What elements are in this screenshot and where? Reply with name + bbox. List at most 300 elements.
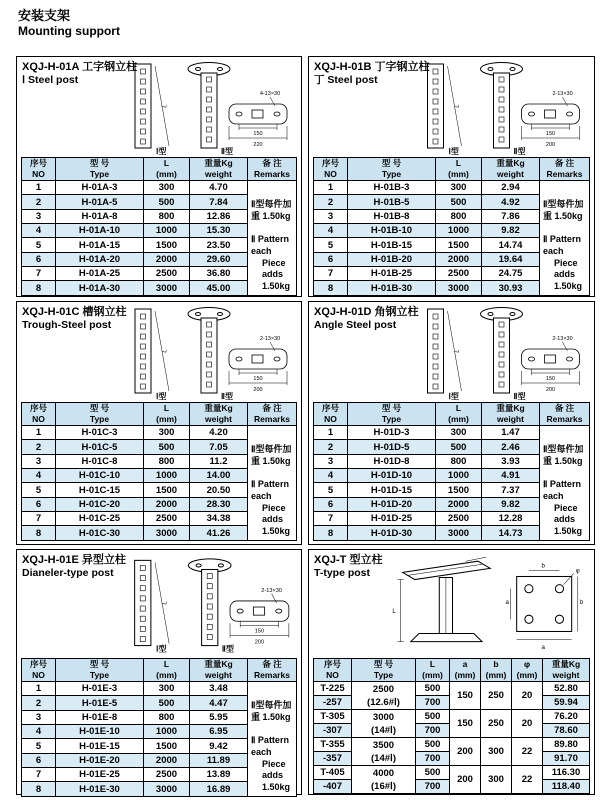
panel-title-en: T-type post [314, 567, 371, 580]
type-code: H-01A-10 [56, 224, 144, 238]
plan-a-label: a [541, 643, 545, 651]
col-no: 序号 NO [314, 158, 348, 181]
panel-title-en: Dianeler-type post [22, 567, 114, 580]
remark-en: Ⅱ Pattern each Piece adds 1.50kg [251, 479, 291, 537]
col-length: L (mm) [144, 403, 190, 426]
type-code: H-01C-5 [56, 440, 144, 454]
panel-xqj-h-01d [308, 301, 595, 545]
type-code: H-01C-10 [56, 469, 144, 483]
col-weight: 重量Kg weight [482, 403, 540, 426]
weight-kg: 9.82 [482, 497, 540, 511]
row-no: 6 [22, 497, 56, 511]
holes-dim-label: 2-13×30 [261, 587, 282, 594]
row-no: T-355 [314, 738, 352, 752]
length-mm: 700 [416, 780, 450, 794]
weight-kg: 7.05 [190, 440, 248, 454]
length-mm: 500 [144, 440, 190, 454]
spec-table [21, 658, 297, 797]
length-mm: 1500 [144, 483, 190, 497]
length-dim-label: L [454, 104, 462, 109]
type-code: H-01C-3 [56, 426, 144, 440]
weight-kg: 20.50 [190, 483, 248, 497]
weight-kg: 36.80 [190, 267, 248, 281]
length-mm: 1500 [144, 739, 190, 753]
type-code: H-01E-15 [56, 739, 144, 753]
row-no: 2 [314, 195, 348, 209]
weight-kg: 11.2 [190, 454, 248, 468]
row-no: 7 [314, 267, 348, 281]
row-no: 6 [22, 753, 56, 767]
weight-kg: 116.30 [543, 766, 590, 780]
type-code: H-01B-3 [348, 181, 436, 195]
weight-kg: 24.75 [482, 267, 540, 281]
type2-label: Ⅱ型 [221, 392, 233, 401]
inner-dim-label: 150 [253, 131, 263, 137]
type-code: H-01B-25 [348, 267, 436, 281]
type-code: H-01E-5 [56, 696, 144, 710]
col-remarks: 备 注 Remarks [248, 158, 297, 181]
panel-title-zh: XQJ-H-01B 丁字钢立柱 [314, 61, 430, 73]
table-row [314, 181, 590, 195]
row-no: T-305 [314, 710, 352, 724]
col-remarks: 备 注 Remarks [248, 659, 297, 682]
row-no: 8 [22, 281, 56, 295]
length-mm: 2000 [144, 497, 190, 511]
row-no: T-405 [314, 766, 352, 780]
length-mm: 3000 [144, 526, 190, 540]
col-length: L (mm) [436, 403, 482, 426]
type-code: H-01C-25 [56, 512, 144, 526]
type1-label: Ⅰ型 [448, 147, 459, 156]
type-code: H-01A-30 [56, 281, 144, 295]
panel-xqj-h-01a [16, 56, 302, 297]
holes-dim-label: 2-13×30 [259, 336, 281, 342]
weight-kg: 14.00 [190, 469, 248, 483]
inner-dim-label: 150 [545, 131, 556, 137]
weight-kg: 12.28 [482, 512, 540, 526]
remarks-cell [248, 181, 297, 296]
length-mm: 800 [144, 710, 190, 724]
row-no: 8 [314, 281, 348, 295]
length-mm: 500 [416, 682, 450, 696]
weight-kg: 4.47 [190, 696, 248, 710]
type-code: H-01E-10 [56, 725, 144, 739]
remark-en: Ⅱ Pattern each Piece adds 1.50kg [251, 234, 291, 292]
weight-kg: 14.74 [482, 238, 540, 252]
type2-label: Ⅱ型 [513, 147, 526, 156]
col-phi: φ (mm) [512, 659, 543, 682]
length-mm: 1500 [144, 238, 190, 252]
row-no: 4 [314, 469, 348, 483]
col-weight: 重量Kg weight [482, 158, 540, 181]
length-mm: 2500 [436, 512, 482, 526]
length-mm: 300 [144, 426, 190, 440]
row-no: -407 [314, 780, 352, 794]
table-row [314, 738, 590, 752]
panel-title-zh: XQJ-H-01C 槽钢立柱 [22, 306, 127, 318]
col-no: 序号 NO [314, 403, 348, 426]
table-header-row [314, 403, 590, 426]
plan-b-label: b [541, 562, 545, 570]
outer-dim-label: 200 [545, 387, 556, 393]
row-no: 8 [314, 526, 348, 540]
remarks-cell [540, 426, 590, 541]
weight-kg: 7.84 [190, 195, 248, 209]
type-code: H-01D-25 [348, 512, 436, 526]
type2-label: Ⅱ型 [513, 392, 526, 401]
weight-kg: 9.42 [190, 739, 248, 753]
weight-kg: 59.94 [543, 696, 590, 710]
type1-label: Ⅰ型 [156, 147, 167, 156]
length-mm: 700 [416, 752, 450, 766]
length-mm: 700 [416, 724, 450, 738]
col-weight: 重量Kg weight [190, 659, 248, 682]
remark-zh: Ⅱ型每件加重 1.50kg [251, 199, 292, 221]
panel-title-zh: XQJ-H-01A 工字钢立柱 [22, 61, 138, 73]
panel-title [314, 554, 382, 580]
table-row [314, 682, 590, 696]
row-no: 4 [22, 224, 56, 238]
weight-kg: 15.30 [190, 224, 248, 238]
row-no: 3 [22, 454, 56, 468]
panel-title [314, 61, 430, 87]
length-dim-label: L [162, 104, 169, 109]
type-code: H-01E-20 [56, 753, 144, 767]
col-no: 序号 NO [22, 403, 56, 426]
type-code: H-01D-30 [348, 526, 436, 540]
remarks-cell [248, 426, 297, 541]
weight-kg: 30.93 [482, 281, 540, 295]
weight-kg: 11.89 [190, 753, 248, 767]
panel-title-en: Trough-Steel post [22, 319, 112, 332]
row-no: -257 [314, 696, 352, 710]
type-code: H-01A-25 [56, 267, 144, 281]
table-row [22, 682, 297, 696]
row-no: -307 [314, 724, 352, 738]
row-no: 6 [314, 497, 348, 511]
length-dim-label: L [454, 349, 462, 354]
row-no: 1 [314, 426, 348, 440]
type-code: H-01C-8 [56, 454, 144, 468]
row-no: 1 [22, 682, 56, 696]
weight-kg: 91.70 [543, 752, 590, 766]
length-mm: 500 [436, 195, 482, 209]
length-mm: 1000 [144, 224, 190, 238]
weight-kg: 78.60 [543, 724, 590, 738]
type-code: H-01E-8 [56, 710, 144, 724]
length-mm: 300 [436, 181, 482, 195]
weight-kg: 2.94 [482, 181, 540, 195]
table-header-row [22, 158, 297, 181]
type-code: H-01D-5 [348, 440, 436, 454]
type-code: H-01B-5 [348, 195, 436, 209]
length-mm: 1000 [144, 469, 190, 483]
outer-dim-label: 200 [254, 639, 265, 646]
outer-dim-label: 200 [545, 142, 556, 148]
phi-mm: 20 [512, 710, 543, 738]
weight-kg: 3.48 [190, 682, 248, 696]
weight-kg: 16.89 [190, 782, 248, 796]
row-no: 5 [22, 238, 56, 252]
holes-dim-label: 2-13×30 [552, 91, 573, 97]
type1-label: Ⅰ型 [448, 392, 459, 401]
type-code: H-01B-8 [348, 209, 436, 223]
length-mm: 500 [144, 696, 190, 710]
weight-kg: 89.80 [543, 738, 590, 752]
page-title-en: Mounting support [18, 24, 120, 39]
col-remarks: 备 注 Remarks [248, 403, 297, 426]
length-mm: 1000 [436, 224, 482, 238]
row-no: 3 [22, 710, 56, 724]
b-mm: 250 [481, 710, 512, 738]
b-mm: 250 [481, 682, 512, 710]
type-code: H-01D-8 [348, 454, 436, 468]
row-no: 5 [314, 238, 348, 252]
table-header-row [314, 659, 590, 682]
col-remarks: 备 注 Remarks [540, 403, 590, 426]
row-no: 7 [22, 768, 56, 782]
weight-kg: 45.00 [190, 281, 248, 295]
table-row [22, 181, 297, 195]
table-header-row [22, 403, 297, 426]
holes-dim-label: 4-13×30 [259, 91, 281, 97]
inner-dim-label: 150 [545, 376, 556, 382]
outer-dim-label: 200 [253, 387, 263, 393]
table-row [314, 766, 590, 780]
length-mm: 3000 [436, 526, 482, 540]
page-header [18, 8, 120, 39]
type-code: H-01A-8 [56, 209, 144, 223]
page-title-zh: 安装支架 [18, 8, 71, 23]
row-no: 3 [22, 209, 56, 223]
remark-zh: Ⅱ型每件加重 1.50kg [543, 199, 584, 221]
weight-kg: 7.86 [482, 209, 540, 223]
table-header-row [22, 659, 297, 682]
remark-zh: Ⅱ型每件加重 1.50kg [251, 700, 292, 722]
type-code: H-01A-5 [56, 195, 144, 209]
panel-title-zh: XQJ-H-01E 异型立柱 [22, 554, 126, 566]
type-code: H-01B-30 [348, 281, 436, 295]
b-mm: 300 [481, 738, 512, 766]
type-code: H-01C-30 [56, 526, 144, 540]
spec-table [21, 157, 297, 296]
col-remarks: 备 注 Remarks [540, 158, 590, 181]
col-a: a (mm) [450, 659, 481, 682]
col-type: 型 号 Type [56, 403, 144, 426]
length-mm: 2000 [436, 252, 482, 266]
col-b: b (mm) [481, 659, 512, 682]
weight-kg: 76.20 [543, 710, 590, 724]
b-mm: 300 [481, 766, 512, 794]
length-mm: 3000 [436, 281, 482, 295]
row-no: 7 [22, 267, 56, 281]
weight-kg: 1.47 [482, 426, 540, 440]
weight-kg: 34.38 [190, 512, 248, 526]
panel-title-zh: XQJ-T 型立柱 [314, 554, 383, 566]
length-mm: 500 [436, 440, 482, 454]
weight-kg: 6.95 [190, 725, 248, 739]
type2-label: Ⅱ型 [221, 147, 233, 156]
length-mm: 800 [436, 454, 482, 468]
length-mm: 300 [144, 682, 190, 696]
length-mm: 500 [416, 766, 450, 780]
type-code: H-01A-20 [56, 252, 144, 266]
panel-xqj-t [308, 549, 595, 795]
row-no: 1 [22, 181, 56, 195]
row-no: 1 [22, 426, 56, 440]
length-mm: 2500 [436, 267, 482, 281]
phi-mm: 22 [512, 766, 543, 794]
type-code: H-01E-3 [56, 682, 144, 696]
row-no: 5 [314, 483, 348, 497]
type-code: H-01B-15 [348, 238, 436, 252]
type-code: H-01A-15 [56, 238, 144, 252]
type-code: H-01B-20 [348, 252, 436, 266]
row-no: 8 [22, 782, 56, 796]
remarks-cell [540, 181, 590, 296]
remark-en: Ⅱ Pattern each Piece adds 1.50kg [251, 735, 291, 793]
row-no: 2 [22, 696, 56, 710]
length-mm: 500 [416, 710, 450, 724]
spec-table [313, 157, 590, 296]
length-mm: 3000 [144, 782, 190, 796]
row-no: 2 [22, 195, 56, 209]
remark-zh: Ⅱ型每件加重 1.50kg [543, 444, 584, 466]
length-mm: 300 [144, 181, 190, 195]
type-code: H-01D-20 [348, 497, 436, 511]
plan-b-side-label: b [579, 598, 584, 606]
type-code: H-01E-25 [56, 768, 144, 782]
length-mm: 3000 [144, 281, 190, 295]
length-dim-label: L [161, 600, 169, 606]
plan-a-side-label: a [505, 598, 509, 606]
type-code: 3500 (14#Ⅰ) [352, 738, 416, 766]
col-type: 型 号 Type [348, 158, 436, 181]
panel-title [22, 306, 127, 332]
table-header-row [314, 158, 590, 181]
weight-kg: 19.64 [482, 252, 540, 266]
length-mm: 2000 [144, 753, 190, 767]
col-length: L (mm) [144, 158, 190, 181]
panel-xqj-h-01b [308, 56, 595, 297]
weight-kg: 52.80 [543, 682, 590, 696]
inner-dim-label: 150 [253, 376, 263, 382]
remark-en: Ⅱ Pattern each Piece adds 1.50kg [543, 234, 583, 292]
weight-kg: 13.89 [190, 768, 248, 782]
weight-kg: 4.70 [190, 181, 248, 195]
a-mm: 150 [450, 682, 481, 710]
table-row [22, 426, 297, 440]
length-mm: 500 [416, 738, 450, 752]
length-mm: 2500 [144, 768, 190, 782]
col-weight: 重量Kg weight [190, 403, 248, 426]
t-spec-table [313, 658, 590, 794]
plan-phi-label: φ [575, 567, 580, 575]
type2-label: Ⅱ型 [221, 644, 235, 654]
row-no: 6 [314, 252, 348, 266]
length-dim-label: L [392, 608, 396, 616]
type1-label: Ⅰ型 [156, 392, 167, 401]
row-no: 2 [22, 440, 56, 454]
weight-kg: 4.91 [482, 469, 540, 483]
weight-kg: 41.26 [190, 526, 248, 540]
weight-kg: 12.86 [190, 209, 248, 223]
type-code: H-01D-10 [348, 469, 436, 483]
length-mm: 300 [436, 426, 482, 440]
weight-kg: 7.37 [482, 483, 540, 497]
length-mm: 800 [144, 209, 190, 223]
weight-kg: 3.93 [482, 454, 540, 468]
row-no: 3 [314, 209, 348, 223]
remark-zh: Ⅱ型每件加重 1.50kg [251, 444, 292, 466]
type-code: H-01B-10 [348, 224, 436, 238]
length-mm: 2000 [436, 497, 482, 511]
weight-kg: 29.60 [190, 252, 248, 266]
col-length: L (mm) [416, 659, 450, 682]
col-weight: 重量Kg weight [543, 659, 590, 682]
weight-kg: 118.40 [543, 780, 590, 794]
col-no: 序号 NO [314, 659, 352, 682]
row-no: 5 [22, 483, 56, 497]
type1-label: Ⅰ型 [155, 644, 167, 654]
panel-title-zh: XQJ-H-01D 角钢立柱 [314, 306, 419, 318]
a-mm: 200 [450, 766, 481, 794]
row-no: 6 [22, 252, 56, 266]
panel-title [22, 61, 137, 87]
length-mm: 1500 [436, 238, 482, 252]
col-length: L (mm) [436, 158, 482, 181]
col-type: 型 号 Type [352, 659, 416, 682]
type-code: H-01C-15 [56, 483, 144, 497]
row-no: -357 [314, 752, 352, 766]
type-code: 4000 (16#Ⅰ) [352, 766, 416, 794]
weight-kg: 23.50 [190, 238, 248, 252]
type-code: H-01E-30 [56, 782, 144, 796]
row-no: 2 [314, 440, 348, 454]
remark-en: Ⅱ Pattern each Piece adds 1.50kg [543, 479, 583, 537]
row-no: 4 [22, 469, 56, 483]
type-code: 3000 (14#Ⅰ) [352, 710, 416, 738]
col-type: 型 号 Type [56, 659, 144, 682]
type-code: H-01D-15 [348, 483, 436, 497]
weight-kg: 4.20 [190, 426, 248, 440]
length-mm: 2000 [144, 252, 190, 266]
row-no: 5 [22, 739, 56, 753]
outer-dim-label: 220 [253, 142, 263, 148]
panel-xqj-h-01e [16, 549, 302, 795]
length-mm: 1000 [436, 469, 482, 483]
table-row [314, 710, 590, 724]
row-no: T-225 [314, 682, 352, 696]
remarks-cell [248, 682, 297, 797]
length-dim-label: L [162, 349, 169, 354]
col-type: 型 号 Type [56, 158, 144, 181]
weight-kg: 4.92 [482, 195, 540, 209]
panel-title [314, 306, 419, 332]
col-no: 序号 NO [22, 659, 56, 682]
phi-mm: 22 [512, 738, 543, 766]
a-mm: 200 [450, 738, 481, 766]
weight-kg: 14.73 [482, 526, 540, 540]
spec-table [313, 402, 590, 541]
panel-title [22, 554, 126, 580]
spec-table [21, 402, 297, 541]
col-type: 型 号 Type [348, 403, 436, 426]
weight-kg: 5.95 [190, 710, 248, 724]
panel-xqj-h-01c [16, 301, 302, 545]
panel-title-en: Angle Steel post [314, 319, 397, 332]
length-mm: 800 [436, 209, 482, 223]
